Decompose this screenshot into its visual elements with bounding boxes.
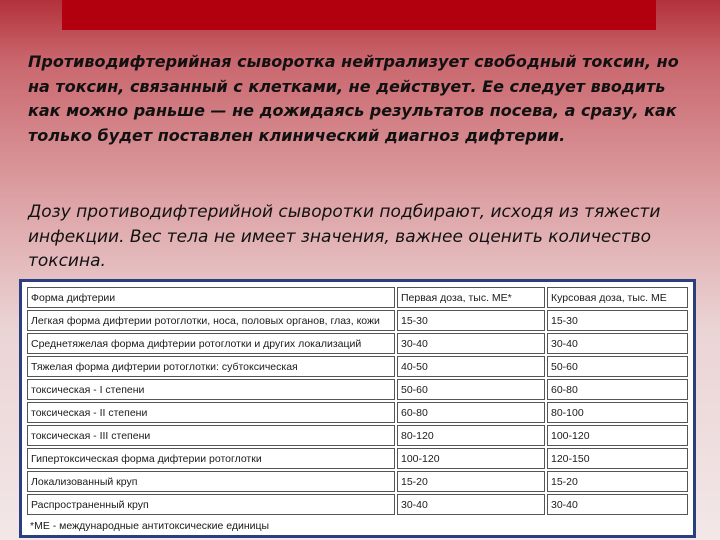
table-row (27, 379, 688, 400)
header-cell-course-dose: Курсовая доза, тыс. МЕ (547, 287, 688, 308)
dosage-table (25, 285, 690, 537)
course-dose-cell: 15-30 (547, 310, 688, 331)
form-cell: Распространенный круп (27, 494, 395, 515)
first-dose-cell: 50-60 (397, 379, 545, 400)
first-dose-cell: 100-120 (397, 448, 545, 469)
paragraph-serum-action: Противодифтерийная сыворотка нейтрализует свободный токсин, но на токсин, связанный с клетками, не действует. Ее следует вводить как можно раньше — не дожидаясь результатов посева, а сразу, как только будет поставлен клинический диагноз дифтерии. (28, 52, 679, 145)
form-cell: токсическая - III степени (27, 425, 395, 446)
course-dose-cell: 80-100 (547, 402, 688, 423)
table-row (27, 356, 688, 377)
table-row (27, 471, 688, 492)
first-dose-cell: 15-20 (397, 471, 545, 492)
dosage-table-frame (19, 279, 696, 538)
header-cell-first-dose: Первая доза, тыс. МЕ* (397, 287, 545, 308)
form-cell: Среднетяжелая форма дифтерии ротоглотки и других локализаций (27, 333, 395, 354)
table-row (27, 425, 688, 446)
first-dose-cell: 40-50 (397, 356, 545, 377)
table-row (27, 448, 688, 469)
table-footnote: *МЕ - международные антитоксические единицы (27, 517, 688, 535)
form-cell: Локализованный круп (27, 471, 395, 492)
table-row (27, 494, 688, 515)
course-dose-cell: 30-40 (547, 494, 688, 515)
table-row (27, 310, 688, 331)
table-footnote-row (27, 517, 688, 535)
paragraph-dose-selection: Дозу противодифтерийной сыворотки подбирают, исходя из тяжести инфекции. Вес тела не имеет значения, важнее оценить количество токсина. (28, 202, 661, 271)
course-dose-cell: 120-150 (547, 448, 688, 469)
first-dose-cell: 30-40 (397, 494, 545, 515)
first-dose-cell: 60-80 (397, 402, 545, 423)
first-dose-cell: 80-120 (397, 425, 545, 446)
form-cell: Тяжелая форма дифтерии ротоглотки: субтоксическая (27, 356, 395, 377)
first-dose-cell: 15-30 (397, 310, 545, 331)
table-header-row (27, 287, 688, 308)
course-dose-cell: 50-60 (547, 356, 688, 377)
course-dose-cell: 30-40 (547, 333, 688, 354)
form-cell: Легкая форма дифтерии ротоглотки, носа, половых органов, глаз, кожи (27, 310, 395, 331)
form-cell: Гипертоксическая форма дифтерии ротоглотки (27, 448, 395, 469)
course-dose-cell: 60-80 (547, 379, 688, 400)
course-dose-cell: 15-20 (547, 471, 688, 492)
header-bar (62, 0, 656, 30)
form-cell: токсическая - I степени (27, 379, 395, 400)
header-cell-form: Форма дифтерии (27, 287, 395, 308)
table-row (27, 402, 688, 423)
first-dose-cell: 30-40 (397, 333, 545, 354)
form-cell: токсическая - II степени (27, 402, 395, 423)
course-dose-cell: 100-120 (547, 425, 688, 446)
table-row (27, 333, 688, 354)
